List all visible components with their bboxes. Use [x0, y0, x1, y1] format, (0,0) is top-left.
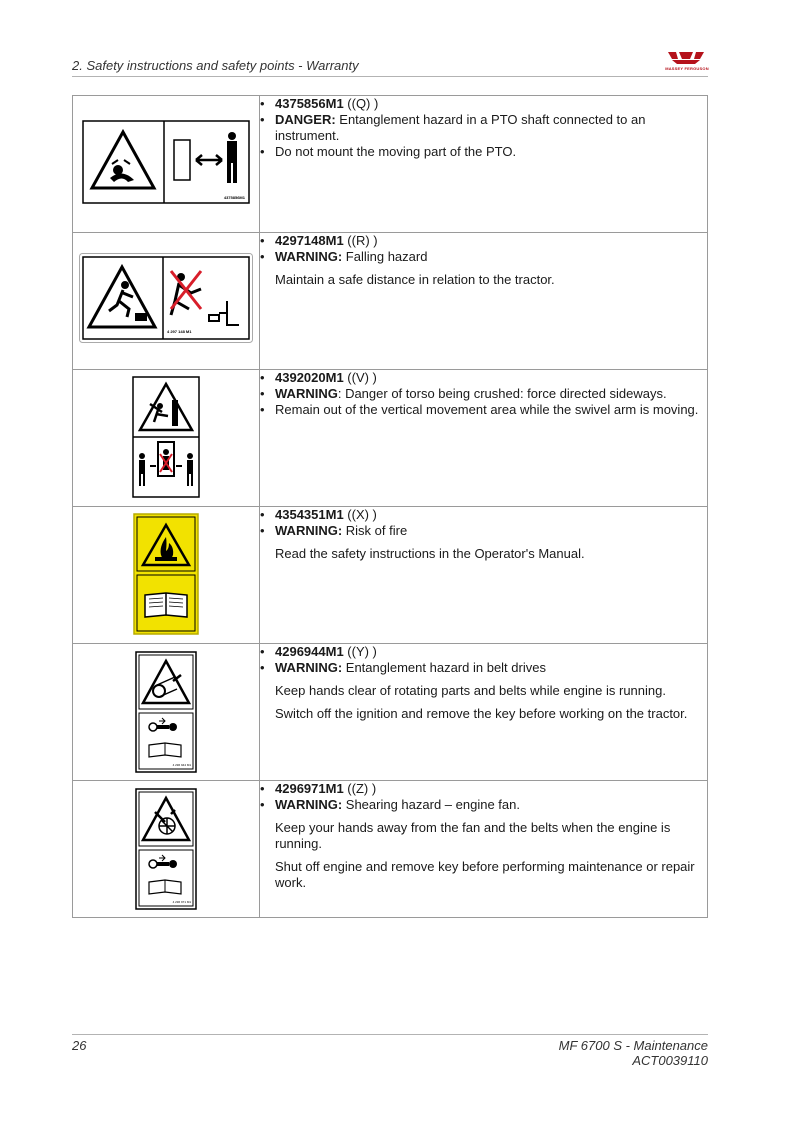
hazard-text: Risk of fire [342, 523, 408, 538]
hazard-level: WARNING: [275, 660, 343, 675]
list-item [260, 507, 707, 523]
hazard-level: DANGER: [275, 112, 336, 127]
table-row [73, 370, 708, 507]
hazard-level: WARNING: [275, 523, 343, 538]
hazard-text: Shearing hazard – engine fan. [342, 797, 520, 812]
list-item [260, 233, 707, 249]
instruction-text: Switch off the ignition and remove the key before working on the tractor. [275, 706, 688, 721]
instruction-text: Shut off engine and remove key before performing maintenance or repair work. [275, 859, 695, 890]
part-number: 4354351M1 [275, 507, 344, 522]
part-ref: ((Z) ) [343, 781, 377, 796]
decal-description [260, 781, 708, 918]
list-item [260, 523, 707, 539]
decal-cell [73, 370, 260, 507]
footer-divider [72, 1034, 708, 1035]
decal-part-number: 4 296 944 M1 [172, 763, 191, 767]
part-ref: ((V) ) [343, 370, 377, 385]
logo-text: MASSEY FERGUSON [665, 66, 709, 71]
list-item [260, 370, 707, 386]
table-row [73, 96, 708, 233]
page-header-title: 2. Safety instructions and safety points - Warranty [72, 58, 359, 73]
decal-description [260, 370, 708, 507]
decal-description [260, 96, 708, 233]
part-number: 4296944M1 [275, 644, 344, 659]
decal-description [260, 233, 708, 370]
list-item [260, 402, 707, 418]
falling-hazard-decal [79, 253, 253, 343]
table-row [73, 781, 708, 918]
belt-entanglement-decal [135, 651, 197, 773]
decal-cell [73, 507, 260, 644]
instruction-text: Do not mount the moving part of the PTO. [275, 144, 517, 159]
list-item [260, 644, 707, 660]
decal-cell [73, 96, 260, 233]
hazard-text: Entanglement hazard in a PTO shaft connected to an instrument. [275, 112, 646, 143]
list-item [260, 112, 707, 144]
decal-part-number: 4 296 971 M1 [172, 900, 191, 904]
decal-part-number: 4375856M1 [223, 195, 245, 200]
decal-part-number: 4 297 148 M1 [167, 329, 192, 334]
safety-decals-table [72, 95, 708, 918]
fire-risk-decal [133, 513, 199, 635]
document-title: MF 6700 S - Maintenance [558, 1038, 708, 1053]
decal-cell [73, 233, 260, 370]
instruction-text: Read the safety instructions in the Operator's Manual. [275, 546, 585, 561]
pto-entanglement-decal [82, 120, 250, 204]
hazard-text: Entanglement hazard in belt drives [342, 660, 546, 675]
instruction-text: Maintain a safe distance in relation to the tractor. [275, 272, 555, 287]
table-row [73, 507, 708, 644]
list-item [260, 797, 707, 813]
list-item [260, 660, 707, 676]
header-divider [72, 76, 708, 77]
hazard-level: WARNING [275, 386, 338, 401]
instruction-text: Keep your hands away from the fan and the belts when the engine is running. [275, 820, 671, 851]
instruction-text: Keep hands clear of rotating parts and belts while engine is running. [275, 683, 666, 698]
torso-crush-decal [132, 376, 200, 498]
part-ref: ((Y) ) [343, 644, 377, 659]
part-ref: ((Q) ) [343, 96, 379, 111]
part-number: 4375856M1 [275, 96, 344, 111]
hazard-text: Falling hazard [342, 249, 428, 264]
part-number: 4297148M1 [275, 233, 344, 248]
decal-description [260, 644, 708, 781]
table-row [73, 233, 708, 370]
part-number: 4296971M1 [275, 781, 344, 796]
part-ref: ((R) ) [343, 233, 378, 248]
decal-description [260, 507, 708, 644]
page-number: 26 [72, 1038, 87, 1053]
document-code: ACT0039110 [632, 1053, 708, 1068]
list-item [260, 781, 707, 797]
fan-shearing-decal [135, 788, 197, 910]
part-number: 4392020M1 [275, 370, 344, 385]
instruction-text: Remain out of the vertical movement area while the swivel arm is moving. [275, 402, 699, 417]
hazard-level: WARNING: [275, 249, 343, 264]
list-item [260, 386, 707, 402]
list-item [260, 249, 707, 265]
hazard-text: : Danger of torso being crushed: force directed sideways. [337, 386, 667, 401]
hazard-level: WARNING: [275, 797, 343, 812]
decal-cell [73, 781, 260, 918]
list-item [260, 144, 707, 160]
list-item [260, 96, 707, 112]
part-ref: ((X) ) [343, 507, 377, 522]
table-row [73, 644, 708, 781]
decal-cell [73, 644, 260, 781]
